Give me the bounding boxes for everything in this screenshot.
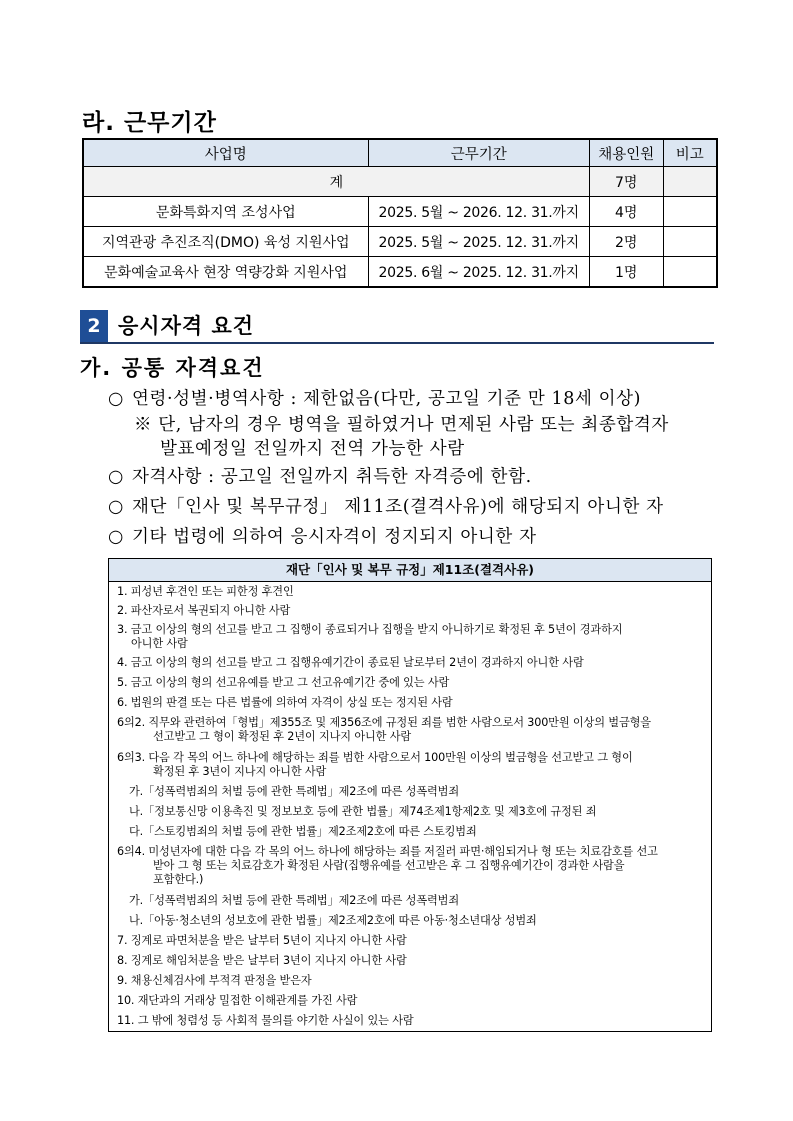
table-row (83, 197, 717, 227)
header-note: 비고 (663, 139, 717, 167)
list-item-continued: 받아 그 형 또는 치료감호가 확정된 사람(집행유예를 선고받은 후 그 집행유예기간이 경과한 사람을 (153, 859, 625, 872)
list-item: 6의2. 직무와 관련하여「형법」제355조 및 제356조에 규정된 죄를 범한 사람으로서 300만원 이상의 벌금형을 (117, 716, 651, 729)
note (663, 197, 717, 227)
headcount: 4명 (589, 197, 663, 227)
criterion-item (108, 523, 537, 548)
section-heading-work-period: 라. 근무기간 (82, 110, 217, 136)
list-item-continued: 아니한 사람 (131, 637, 188, 650)
criterion-note: ※ 단, 남자의 경우 병역을 필하였거나 면제된 사람 또는 최종합격자 (134, 415, 669, 435)
total-label: 계 (83, 167, 589, 197)
disqualification-box (108, 558, 712, 1032)
sub-list-item: 다.「스토킹범죄의 처벌 등에 관한 법률」제2조제2호에 따른 스토킹범죄 (129, 825, 477, 838)
header-work-period: 근무기간 (368, 139, 589, 167)
section-title: 응시자격 요건 (118, 314, 255, 338)
criterion-item (108, 385, 641, 410)
list-item: 8. 징계로 해임처분을 받은 날부터 3년이 지나지 아니한 사람 (117, 954, 407, 967)
total-note (663, 167, 717, 197)
note (663, 227, 717, 257)
sub-list-item: 나.「정보통신망 이용촉진 및 정보보호 등에 관한 법률」제74조제1항제2호 및 제3호에 규정된 죄 (129, 805, 597, 818)
criterion-note-continued: 발표예정일 전일까지 전역 가능한 사람 (160, 439, 465, 459)
header-headcount: 채용인원 (589, 139, 663, 167)
section-number-badge: 2 (80, 310, 108, 342)
list-item: 6의3. 다음 각 목의 어느 하나에 해당하는 죄를 범한 사람으로서 100만원 이상의 벌금형을 선고받고 그 형이 (117, 751, 633, 764)
section-2-header (80, 310, 714, 344)
note (663, 257, 717, 288)
criterion-text: 연령·성별·병역사항 : 제한없음(다만, 공고일 기준 만 18세 이상) (132, 389, 642, 409)
list-item-continued: 확정된 후 3년이 지나지 아니한 사람 (153, 765, 327, 778)
work-period: 2025. 6월 ~ 2025. 12. 31.까지 (368, 257, 589, 288)
criterion-text: 재단「인사 및 복무규정」 제11조(결격사유)에 해당되지 아니한 자 (132, 497, 664, 517)
list-item: 2. 파산자로서 복권되지 아니한 사람 (117, 604, 291, 617)
headcount: 2명 (589, 227, 663, 257)
section-heading-common-qualifications: 가. 공통 자격요건 (80, 356, 265, 380)
criterion-text: 자격사항 : 공고일 전일까지 취득한 자격증에 한함. (132, 467, 532, 487)
list-item-continued: 포함한다.) (153, 873, 204, 886)
work-period-table (82, 138, 718, 288)
project-name: 지역관광 추진조직(DMO) 육성 지원사업 (83, 227, 368, 257)
sub-list-item: 나.「아동·청소년의 성보호에 관한 법률」제2조제2호에 따른 아동·청소년대상 성범죄 (129, 914, 537, 927)
table-row (83, 227, 717, 257)
circle-bullet-icon: ○ (108, 497, 124, 517)
circle-bullet-icon: ○ (108, 527, 124, 547)
list-item: 5. 금고 이상의 형의 선고유예를 받고 그 선고유예기간 중에 있는 사람 (117, 676, 450, 689)
work-period: 2025. 5월 ~ 2026. 12. 31.까지 (368, 197, 589, 227)
list-item: 3. 금고 이상의 형의 선고를 받고 그 집행이 종료되거나 집행을 받지 아니하기로 확정된 후 5년이 경과하지 (117, 623, 623, 636)
criterion-item (108, 493, 664, 518)
project-name: 문화예술교육사 현장 역량강화 지원사업 (83, 257, 368, 288)
sub-list-item: 가.「성폭력범죄의 처벌 등에 관한 특례법」제2조에 따른 성폭력범죄 (129, 785, 459, 798)
header-project-name: 사업명 (83, 139, 368, 167)
list-item: 11. 그 밖에 청렴성 등 사회적 물의를 야기한 사실이 있는 사람 (117, 1014, 414, 1027)
list-item: 1. 피성년 후견인 또는 피한정 후견인 (117, 585, 294, 598)
list-item: 4. 금고 이상의 형의 선고를 받고 그 집행유예기간이 종료된 날로부터 2년이 경과하지 아니한 사람 (117, 656, 584, 669)
list-item-continued: 선고받고 그 형이 확정된 후 2년이 지나지 아니한 사람 (153, 730, 412, 743)
project-name: 문화특화지역 조성사업 (83, 197, 368, 227)
circle-bullet-icon: ○ (108, 389, 124, 409)
criterion-item (108, 463, 532, 488)
table-row (83, 257, 717, 288)
list-item: 9. 채용신체검사에 부적격 판정을 받은자 (117, 974, 312, 987)
list-item: 7. 징계로 파면처분을 받은 날부터 5년이 지나지 아니한 사람 (117, 934, 407, 947)
list-item: 10. 재단과의 거래상 밀접한 이해관계를 가진 사람 (117, 994, 358, 1007)
list-item: 6. 법원의 판결 또는 다른 법률에 의하여 자격이 상실 또는 정지된 사람 (117, 696, 453, 709)
table-header-row (83, 139, 717, 167)
sub-list-item: 가.「성폭력범죄의 처벌 등에 관한 특례법」제2조에 따른 성폭력범죄 (129, 894, 459, 907)
table-total-row (83, 167, 717, 197)
circle-bullet-icon: ○ (108, 467, 124, 487)
headcount: 1명 (589, 257, 663, 288)
criterion-text: 기타 법령에 의하여 응시자격이 정지되지 아니한 자 (132, 527, 537, 547)
work-period: 2025. 5월 ~ 2025. 12. 31.까지 (368, 227, 589, 257)
list-item: 6의4. 미성년자에 대한 다음 각 목의 어느 하나에 해당하는 죄를 저질러 파면·해임되거나 형 또는 치료감호를 선고 (117, 845, 658, 858)
box-title: 재단「인사 및 복무 규정」제11조(결격사유) (109, 559, 711, 582)
total-count: 7명 (589, 167, 663, 197)
